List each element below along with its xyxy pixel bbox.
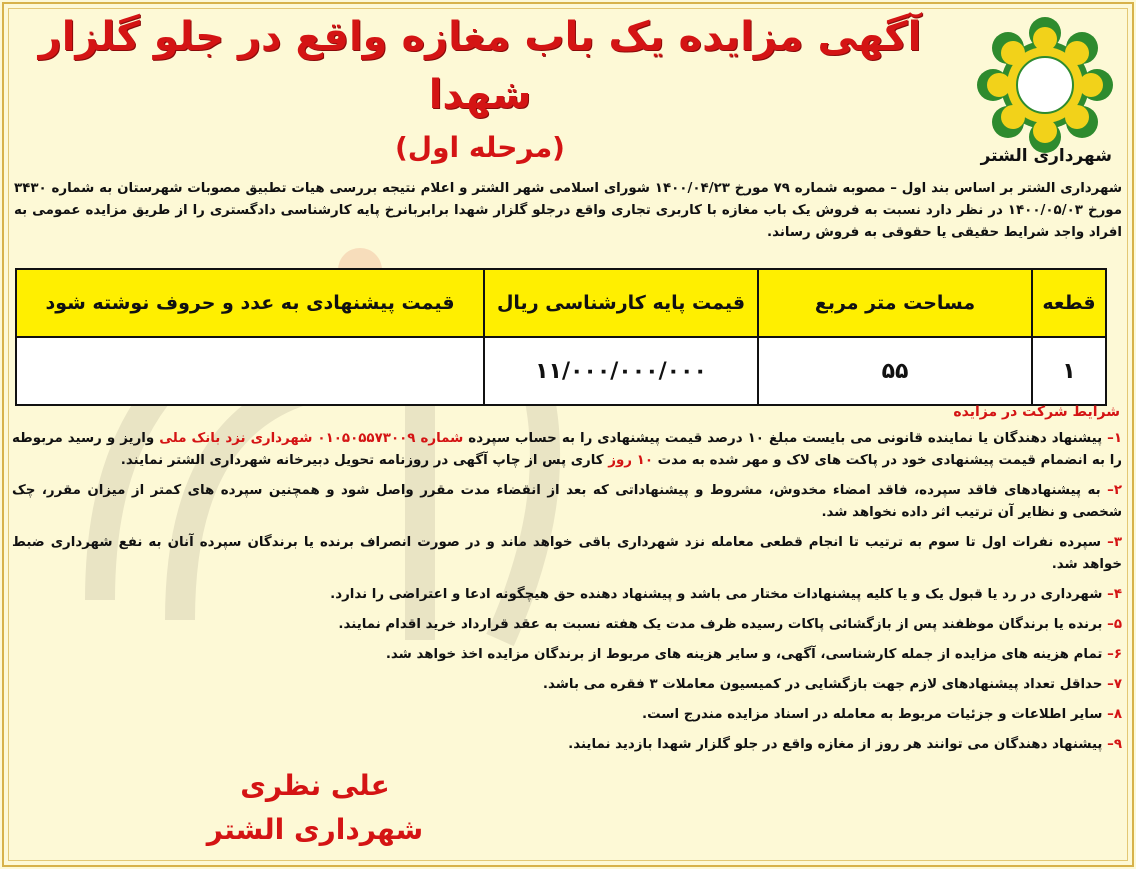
condition-text: کاری پس از چاپ آگهی در روزنامه تحویل دبیرخانه شهرداری الشتر نمایند. [120,453,609,468]
condition-text: برنده یا برندگان موظفند پس از بازگشائی پاکات رسیده ظرف مدت یک هفته نسبت به عقد قرارداد خرید اقدام نمایند. [338,617,1108,632]
conditions-list [12,428,1122,764]
auction-table [15,268,1107,406]
condition-text: پیشنهاد دهندگان می توانند هر روز از مغازه واقع در جلو گلزار شهدا بازدید نمایند. [568,737,1108,752]
header-base-price: قیمت پایه کارشناسی ریال [484,269,758,337]
organization-name: شهرداری الشتر [980,146,1112,166]
header-offer-price: قیمت پیشنهادی به عدد و حروف نوشته شود [16,269,484,337]
condition-item [12,734,1122,756]
condition-item [12,614,1122,636]
header-plot: قطعه [1032,269,1106,337]
condition-number: ۱– [1107,431,1123,446]
condition-text: سایر اطلاعات و جزئیات مربوط به معامله در اسناد مزایده مندرج است. [642,707,1108,722]
condition-number: ۳– [1107,535,1122,550]
condition-text: حداقل تعداد پیشنهادهای لازم جهت بازگشایی در کمیسیون معاملات ۳ فقره می باشد. [542,677,1108,692]
signatory-org: شهرداری الشتر [206,813,424,846]
cell-offer-price[interactable] [16,337,484,405]
municipality-emblem-icon [970,10,1120,160]
condition-item [12,644,1122,666]
notice-title: آگهی مزایده یک باب مغازه واقع در جلو گلزار شهدا [38,14,922,118]
intro-paragraph: شهرداری الشتر بر اساس بند اول – مصوبه شماره ۷۹ مورخ ۱۴۰۰/۰۴/۲۳ شورای اسلامی شهر الشتر و اعلام نتیجه بررسی هیات تطبیق مصوبات شهرستان به شماره ۳۴۳۰ مورخ ۱۴۰۰/۰۵/۰۳ در نظر دارد نسبت به فروش یک باب مغازه با کاربری تجاری واقع درجلو گلزار شهدا برابربانرخ پایه کارشناسی دادگستری را از طریق مزایده عمومی به افراد واجد شرایط حقیقی یا حقوقی به فروش رساند. [14,181,1122,240]
condition-number: ۷– [1107,677,1122,692]
condition-item [12,480,1122,524]
table-row [16,337,1106,405]
condition-text: تمام هزینه های مزایده از جمله کارشناسی، آگهی، و سایر هزینه های مربوط از برندگان مزایده اخذ خواهد شد. [385,647,1108,662]
table-header-row [16,269,1106,337]
condition-item [12,532,1122,576]
condition-item [12,704,1122,726]
deadline-days: ۱۰ روز [608,453,653,468]
condition-number: ۶– [1107,647,1122,662]
condition-item [12,584,1122,606]
condition-text: پیشنهاد دهندگان یا نماینده قانونی می بایست مبلغ ۱۰ درصد قیمت پیشنهادی را به حساب سپرده [463,431,1108,446]
cell-base-price: ۱۱/۰۰۰/۰۰۰/۰۰۰ [484,337,758,405]
notice-header [20,8,940,168]
condition-text: واریز و رسید مربوطه را به انضمام قیمت پیشنهادی خود در پاکت های لاک و مهر شده به مدت [12,431,1122,468]
condition-text: شهرداری در رد یا قبول یک و یا کلیه پیشنهادات مختار می باشد و پیشنهاد دهنده حق هیچگونه ادعا و اعتراضی را ندارد. [330,587,1108,602]
condition-item [12,428,1122,472]
condition-text: سپرده نفرات اول تا سوم به ترتیب تا انجام قطعی معامله نزد شهرداری باقی خواهد ماند و در صورت انصراف برنده یا برندگان سپرده آنان به نفع شهرداری ضبط خواهد شد. [12,535,1122,572]
condition-number: ۴– [1107,587,1122,602]
condition-text: به پیشنهادهای فاقد سپرده، فاقد امضاء مخدوش، مشروط و پیشنهاداتی که بعد از انقضاء مدت مقرر واصل شود و همچنین سپرده های کمتر از میزان مقرر، چک شخصی و نظایر آن ترتیب اثر داده نخواهد شد. [12,483,1122,520]
signature-block [200,764,430,852]
condition-item [12,674,1122,696]
header-area: مساحت متر مربع [758,269,1032,337]
cell-area: ۵۵ [758,337,1032,405]
cell-plot: ۱ [1032,337,1106,405]
condition-number: ۹– [1107,737,1122,752]
signatory-name: علی نظری [240,769,390,802]
conditions-title: شرایط شرکت در مزایده [953,404,1120,420]
notice-subtitle: (مرحله اول) [395,131,565,164]
condition-number: ۸– [1107,707,1122,722]
condition-number: ۲– [1107,483,1122,498]
account-number: شماره ۰۱۰۵۰۵۵۷۳۰۰۹ شهرداری نزد بانک ملی [159,431,464,446]
condition-number: ۵– [1107,617,1122,632]
